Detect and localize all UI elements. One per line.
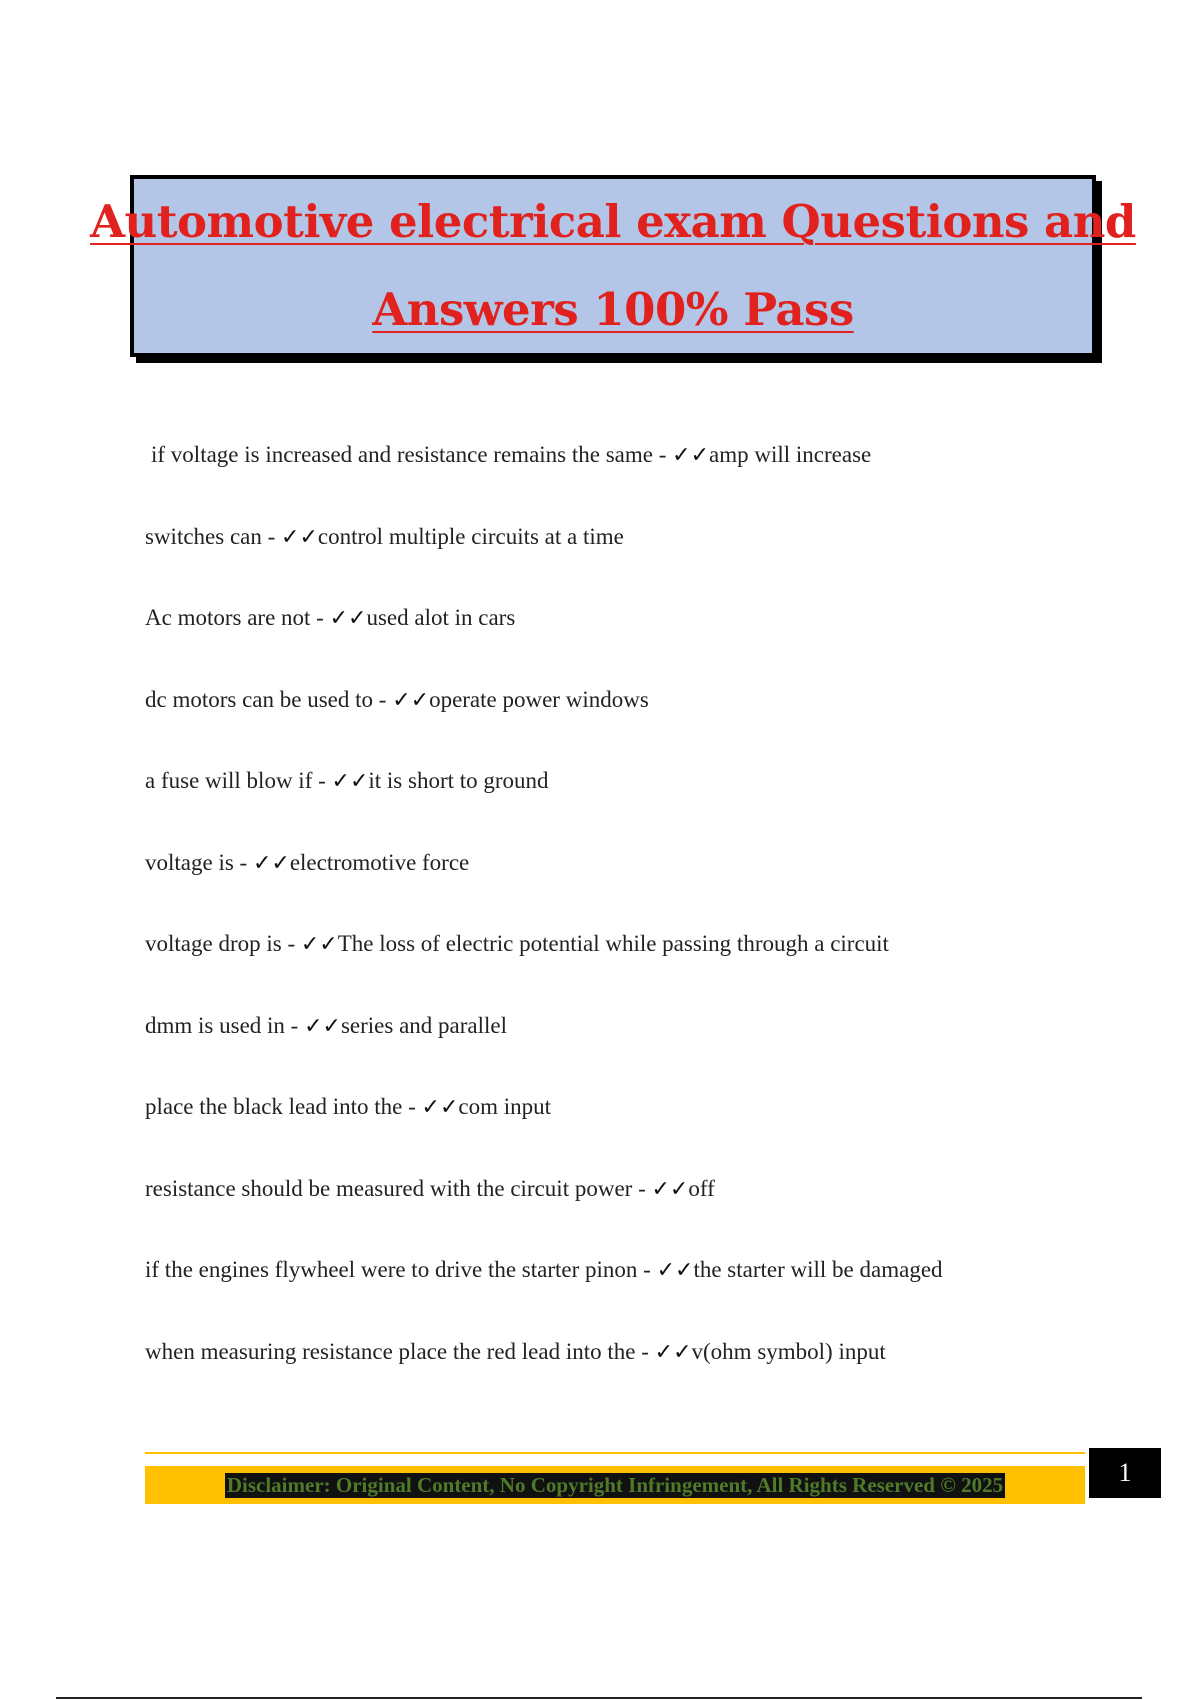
page-bottom-divider [56, 1697, 1142, 1699]
question-text: dc motors can be used to - [145, 686, 387, 712]
footer-bar [145, 1466, 1085, 1504]
question-text: switches can - [145, 523, 276, 549]
check-mark-icon: ✓✓ [392, 687, 430, 713]
title-box [90, 175, 1136, 357]
question-text: dmm is used in - [145, 1012, 299, 1038]
question-text: when measuring resistance place the red lead into the - [145, 1338, 649, 1364]
question-text: Ac motors are not - [145, 605, 324, 630]
check-mark-icon: ✓✓ [281, 524, 318, 550]
question-text: if voltage is increased and resistance remains the same - [151, 442, 667, 467]
qa-item [145, 1255, 1145, 1337]
check-mark-icon: ✓✓ [654, 1339, 692, 1365]
check-mark-icon: ✓✓ [329, 606, 367, 631]
check-mark-icon: ✓✓ [656, 1258, 694, 1283]
answer-text: operate power windows [429, 686, 649, 712]
check-mark-icon: ✓✓ [304, 1013, 341, 1039]
qa-item [145, 1174, 1145, 1256]
document-title-line-2: Answers 100% Pass [372, 283, 854, 336]
document-title-line-1: Automotive electrical exam Questions and [90, 195, 1136, 248]
answer-text: electromotive force [289, 849, 470, 875]
answer-text: it is short to ground [368, 768, 549, 793]
answer-text: amp will increase [709, 442, 872, 467]
answer-text: com input [458, 1094, 552, 1119]
question-text: if the engines flywheel were to drive the starter pinon - [145, 1257, 651, 1282]
qa-item [145, 1092, 1145, 1174]
answer-text: off [688, 1175, 715, 1201]
qa-item [145, 766, 1145, 848]
qa-item [145, 603, 1145, 685]
answer-text: control multiple circuits at a time [317, 523, 624, 549]
qa-item [145, 685, 1145, 767]
question-text: voltage is - [145, 849, 248, 875]
question-text: a fuse will blow if - [145, 768, 326, 793]
check-mark-icon: ✓✓ [651, 1176, 689, 1202]
qa-item [145, 440, 1145, 522]
check-mark-icon: ✓✓ [300, 932, 338, 957]
answer-text: v(ohm symbol) input [691, 1338, 886, 1364]
answer-text: used alot in cars [366, 605, 516, 630]
check-mark-icon: ✓✓ [252, 850, 290, 876]
qa-item [145, 1011, 1145, 1093]
check-mark-icon: ✓✓ [421, 1095, 459, 1120]
qa-item [145, 848, 1145, 930]
qa-item [145, 522, 1145, 604]
question-text: resistance should be measured with the circuit power - [145, 1175, 646, 1201]
question-text: place the black lead into the - [145, 1094, 416, 1119]
qa-item [145, 1337, 1145, 1419]
answer-text: series and parallel [340, 1012, 507, 1038]
disclaimer-text: Disclaimer: Original Content, No Copyright Infringement, All Rights Reserved © 2025 [226, 1472, 1004, 1497]
qa-item [145, 929, 1145, 1011]
answer-text: the starter will be damaged [693, 1257, 943, 1282]
footer-divider [145, 1452, 1085, 1454]
check-mark-icon: ✓✓ [672, 443, 710, 468]
page-number: 1 [1089, 1448, 1161, 1498]
answer-text: The loss of electric potential while passing through a circuit [337, 931, 889, 956]
qa-list [145, 440, 1145, 1418]
check-mark-icon: ✓✓ [331, 769, 369, 794]
question-text: voltage drop is - [145, 931, 296, 956]
